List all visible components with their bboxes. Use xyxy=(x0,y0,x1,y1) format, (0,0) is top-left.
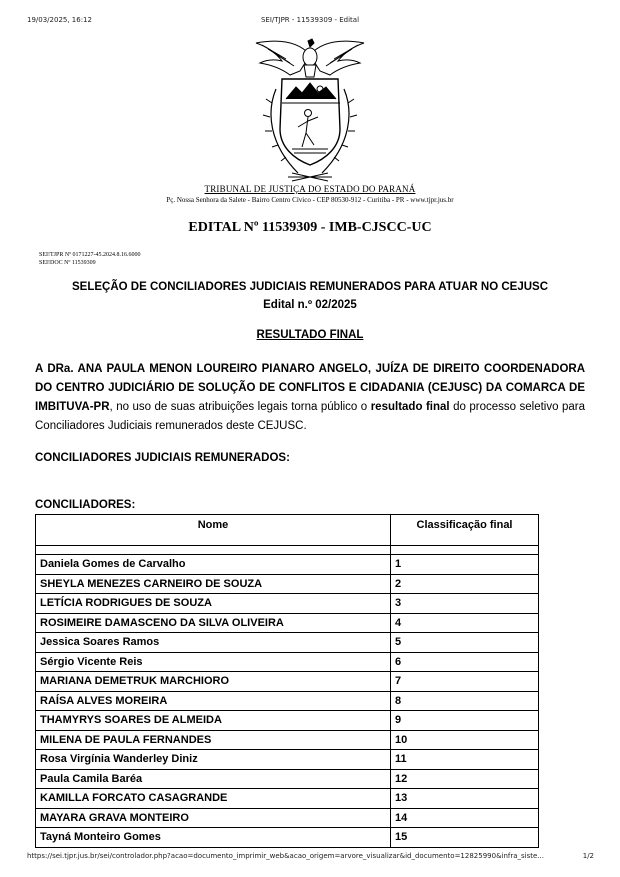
selection-title: SELEÇÃO DE CONCILIADORES JUDICIAIS REMUNERADOS PARA ATUAR NO CEJUSC xyxy=(71,281,548,293)
candidate-rank: 1 xyxy=(391,555,539,575)
remunerated-heading: CONCILIADORES JUDICIAIS REMUNERADOS: xyxy=(35,452,290,464)
process-number: SEI!TJPR Nº 0171227-45.2024.8.16.6000 xyxy=(39,252,141,258)
results-table-body xyxy=(36,546,539,848)
edital-title: EDITAL Nº 11539309 - IMB-CJSCC-UC xyxy=(188,220,432,235)
table-row xyxy=(36,555,539,575)
candidate-rank: 8 xyxy=(391,691,539,711)
column-header-name: Nome xyxy=(36,515,391,546)
edital-number: Edital n.º 02/2025 xyxy=(263,299,357,311)
candidate-name: Paula Camila Baréa xyxy=(36,769,391,789)
table-row xyxy=(36,594,539,614)
table-row xyxy=(36,769,539,789)
print-date: 19/03/2025, 16:12 xyxy=(27,16,92,24)
candidate-name: MARIANA DEMETRUK MARCHIORO xyxy=(36,672,391,692)
print-footer xyxy=(0,852,620,864)
table-row xyxy=(36,633,539,653)
selection-title-block xyxy=(35,278,585,314)
table-row xyxy=(36,750,539,770)
result-title: RESULTADO FINAL xyxy=(256,329,364,341)
candidate-name: ROSIMEIRE DAMASCENO DA SILVA OLIVEIRA xyxy=(36,613,391,633)
candidate-name: Rosa Virgínia Wanderley Diniz xyxy=(36,750,391,770)
table-row xyxy=(36,691,539,711)
table-header-row xyxy=(36,515,539,546)
candidate-name: MILENA DE PAULA FERNANDES xyxy=(36,730,391,750)
table-row xyxy=(36,808,539,828)
candidate-rank: 3 xyxy=(391,594,539,614)
document-number: SEI!DOC Nº 11539309 xyxy=(39,260,96,266)
candidate-name: MAYARA GRAVA MONTEIRO xyxy=(36,808,391,828)
candidate-rank: 6 xyxy=(391,652,539,672)
candidate-rank: 9 xyxy=(391,711,539,731)
announcement-result-term: resultado final xyxy=(370,401,450,413)
candidate-rank: 10 xyxy=(391,730,539,750)
print-title: SEI/TJPR - 11539309 - Edital xyxy=(260,16,360,24)
candidate-rank: 4 xyxy=(391,613,539,633)
candidate-name: KAMILLA FORCATO CASAGRANDE xyxy=(36,789,391,809)
court-name: TRIBUNAL DE JUSTIÇA DO ESTADO DO PARANÁ xyxy=(204,184,416,194)
print-url: https://sei.tjpr.jus.br/sei/controlador.php?acao=documento_imprimir_web&acao_origem=arvore_visualizar&id_documento=12825990&infra_siste... xyxy=(27,852,545,860)
candidate-name: SHEYLA MENEZES CARNEIRO DE SOUZA xyxy=(36,574,391,594)
table-row xyxy=(36,574,539,594)
candidate-name: Jessica Soares Ramos xyxy=(36,633,391,653)
table-row xyxy=(36,652,539,672)
announcement-paragraph xyxy=(35,360,585,436)
judge-intro: A DRa. ANA PAULA MENON LOUREIRO PIANARO ANGELO, JUÍZA DE DIREITO COORDENADORA DO CENTRO JUDICIÁRIO DE SOLUÇÃO DE CONFLITOS E CIDADANIA (CEJUSC) DA COMARCA DE IMBITUVA-PR xyxy=(35,363,585,413)
table-row xyxy=(36,672,539,692)
table-row xyxy=(36,711,539,731)
table-row xyxy=(36,730,539,750)
page-number: 1/2 xyxy=(582,852,594,860)
print-header xyxy=(0,16,620,28)
candidate-rank: 5 xyxy=(391,633,539,653)
table-spacer-row xyxy=(36,546,539,555)
candidate-name: Sérgio Vicente Reis xyxy=(36,652,391,672)
candidate-name: THAMYRYS SOARES DE ALMEIDA xyxy=(36,711,391,731)
candidate-name: RAÍSA ALVES MOREIRA xyxy=(36,691,391,711)
candidate-rank: 11 xyxy=(391,750,539,770)
court-address: Pç. Nossa Senhora da Salete - Bairro Centro Cívico - CEP 80530-912 - Curitiba - PR - www.tjpr.jus.br xyxy=(166,196,454,204)
candidate-name: LETÍCIA RODRIGUES DE SOUZA xyxy=(36,594,391,614)
candidate-rank: 13 xyxy=(391,789,539,809)
announcement-text-1: , no uso de suas atribuições legais torna público o xyxy=(109,401,371,413)
column-header-rank: Classificação final xyxy=(391,515,539,546)
candidate-rank: 2 xyxy=(391,574,539,594)
conciliators-heading: CONCILIADORES: xyxy=(35,499,136,511)
parana-coat-of-arms-icon xyxy=(248,33,372,183)
table-row xyxy=(36,613,539,633)
candidate-rank: 15 xyxy=(391,828,539,848)
announcement-text-2: do processo seletivo para Conciliadores Judiciais remunerados deste CEJUSC. xyxy=(35,401,585,432)
results-table xyxy=(35,514,539,848)
candidate-rank: 7 xyxy=(391,672,539,692)
candidate-rank: 14 xyxy=(391,808,539,828)
table-row xyxy=(36,828,539,848)
candidate-name: Daniela Gomes de Carvalho xyxy=(36,555,391,575)
document-metadata xyxy=(39,251,141,267)
candidate-name: Tayná Monteiro Gomes xyxy=(36,828,391,848)
candidate-rank: 12 xyxy=(391,769,539,789)
table-row xyxy=(36,789,539,809)
